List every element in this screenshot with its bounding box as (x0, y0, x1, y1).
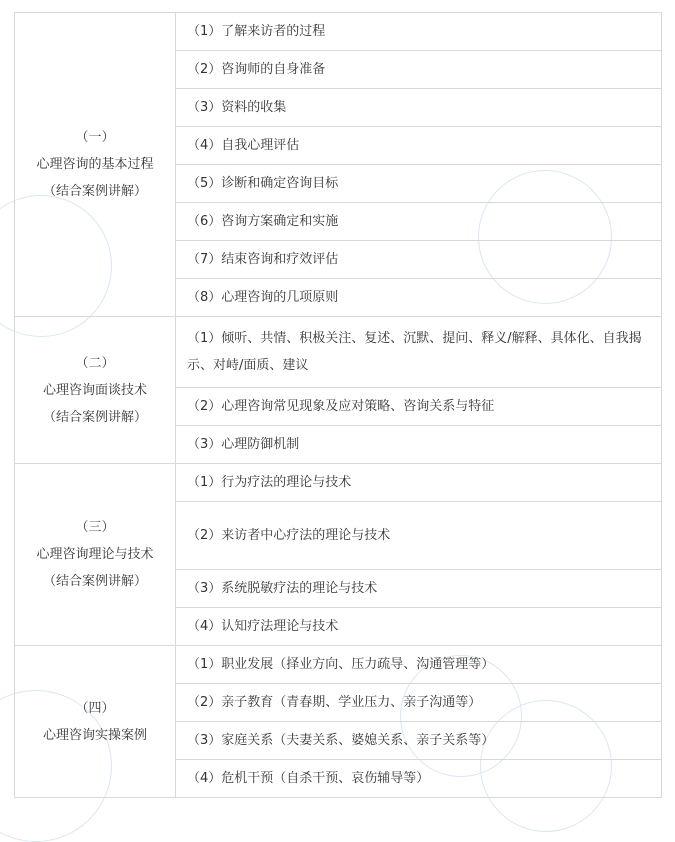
list-item: （1）了解来访者的过程 (176, 13, 662, 51)
section-cell-1 (15, 13, 176, 317)
section-title: 心理咨询理论与技术（结合案例讲解） (36, 547, 154, 589)
section-number: （一） (75, 130, 115, 145)
section-cell-3 (15, 464, 176, 646)
section-title: 心理咨询实操案例 (42, 727, 147, 743)
table-row (15, 317, 662, 388)
section-title: 心理咨询的基本过程（结合案例讲解） (36, 157, 154, 199)
list-item: （8）心理咨询的几项原则 (176, 279, 662, 317)
section-title: 心理咨询面谈技术（结合案例讲解） (42, 382, 147, 425)
list-item: （6）咨询方案确定和实施 (176, 203, 662, 241)
list-item: （1）倾听、共情、积极关注、复述、沉默、提问、释义/解释、具体化、自我揭示、对峙/面质、建议 (176, 317, 662, 388)
list-item: （1）行为疗法的理论与技术 (176, 464, 662, 502)
list-item: （1）职业发展（择业方向、压力疏导、沟通管理等） (176, 646, 662, 684)
list-item: （5）诊断和确定咨询目标 (176, 165, 662, 203)
table-row (15, 13, 662, 51)
list-item: （2）亲子教育（青春期、学业压力、亲子沟通等） (176, 684, 662, 722)
list-item: （3）家庭关系（夫妻关系、婆媳关系、亲子关系等） (176, 722, 662, 760)
section-cell-2 (15, 317, 176, 464)
table-row (15, 646, 662, 684)
list-item: （4）自我心理评估 (176, 127, 662, 165)
list-item: （3）资料的收集 (176, 89, 662, 127)
course-outline-table (14, 12, 662, 798)
section-number: （三） (75, 520, 115, 535)
list-item: （3）心理防御机制 (176, 426, 662, 464)
section-number: （二） (75, 355, 115, 371)
list-item: （7）结束咨询和疗效评估 (176, 241, 662, 279)
section-cell-4 (15, 646, 176, 798)
list-item: （4）危机干预（自杀干预、哀伤辅导等） (176, 760, 662, 798)
list-item: （4）认知疗法理论与技术 (176, 608, 662, 646)
list-item: （3）系统脱敏疗法的理论与技术 (176, 570, 662, 608)
table-row (15, 464, 662, 502)
list-item: （2）咨询师的自身准备 (176, 51, 662, 89)
list-item: （2）来访者中心疗法的理论与技术 (176, 502, 662, 570)
section-number: （四） (75, 700, 115, 716)
list-item: （2）心理咨询常见现象及应对策略、咨询关系与特征 (176, 388, 662, 426)
